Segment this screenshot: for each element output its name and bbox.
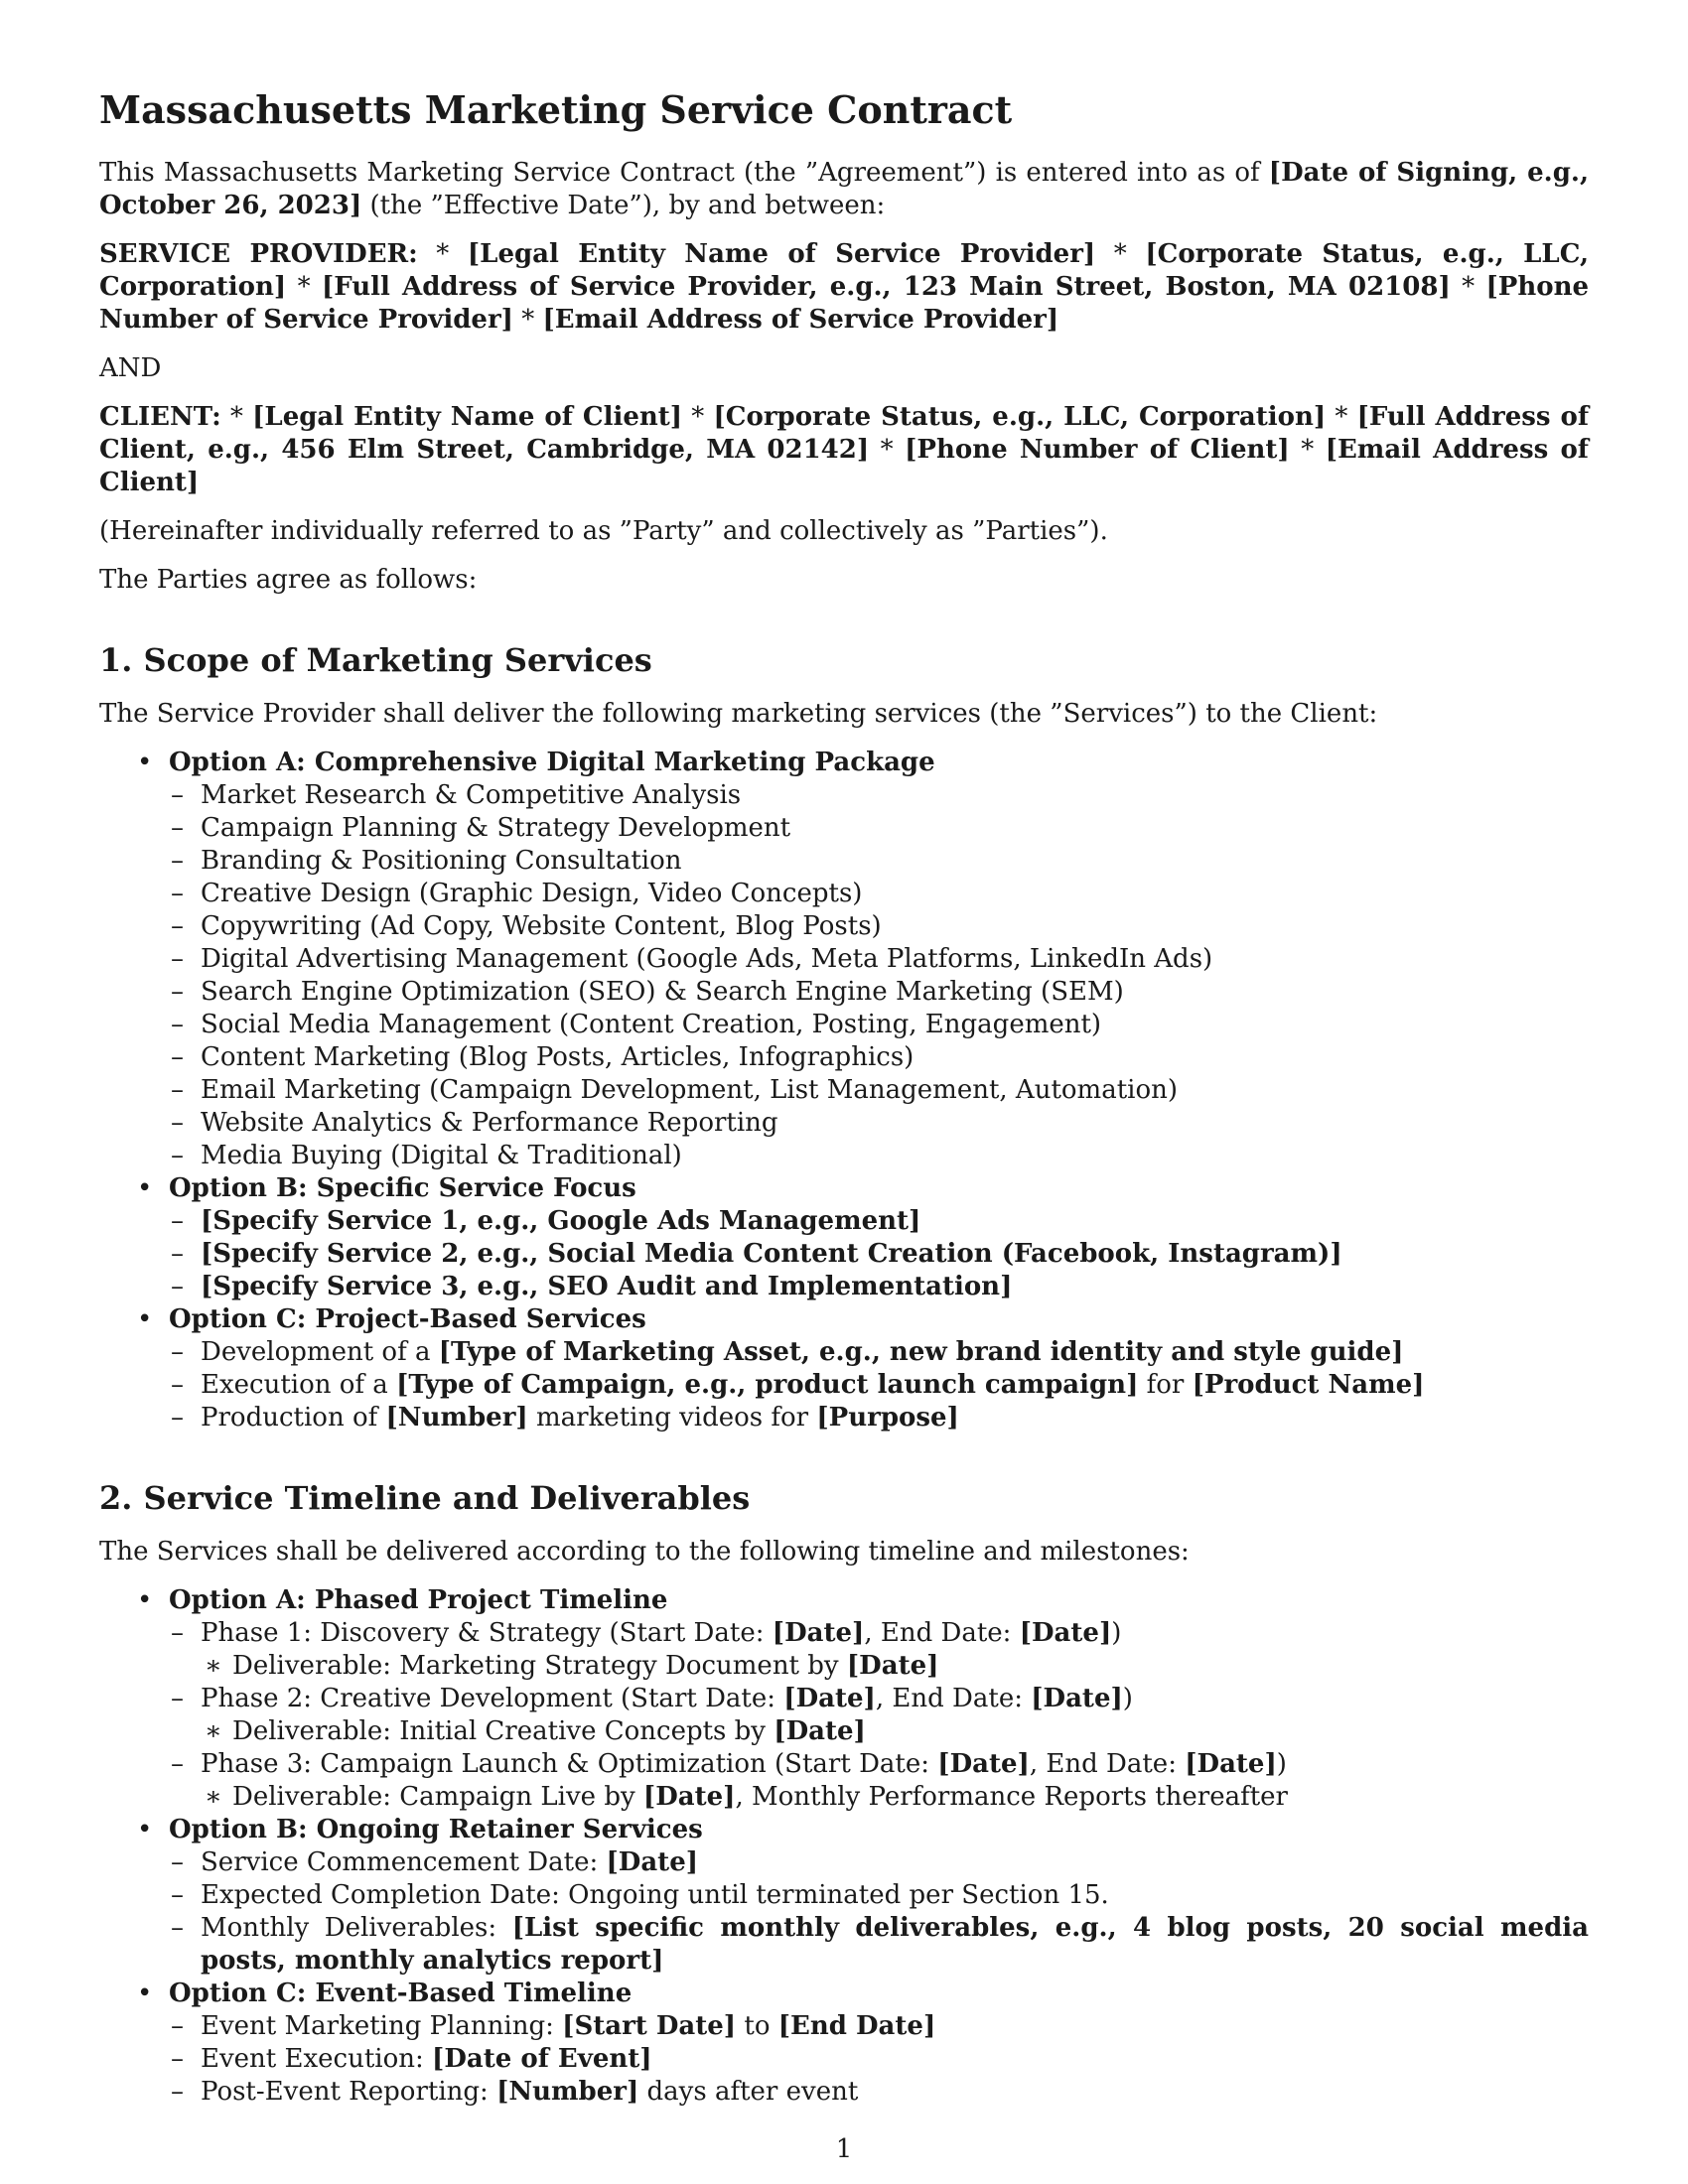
service-provider-block: SERVICE PROVIDER: * [Legal Entity Name of Service Provider] * [Corporate Status, e.g., LLC, Corporation] * [Full Address of Service Provider, e.g., 123 Main Street, Boston, MA 02108] * [Phone Number of Service Provider] * [Email Address of Service Provider]: [99, 239, 1590, 335]
list-item: – Service Commencement Date: [Date]: [169, 1846, 1589, 1879]
document-title: Massachusetts Marketing Service Contract: [99, 87, 1013, 132]
list-item: – Media Buying (Digital & Traditional): [169, 1140, 1589, 1172]
list-item: – Development of a [Type of Marketing Asset, e.g., new brand identity and style guide]: [169, 1336, 1589, 1369]
deliverable-item: ∗ Deliverable: Marketing Strategy Document by [Date]: [201, 1650, 1589, 1683]
option-a-item: [99, 1584, 1589, 1814]
option-c-services: [169, 1336, 1589, 1434]
option-label: Option B: Specific Service Focus: [169, 1173, 636, 1203]
phase-list: [169, 1617, 1589, 1814]
service-provider-label: SERVICE PROVIDER:: [99, 239, 418, 269]
option-b-item: [99, 1814, 1589, 1978]
phase-item: – Phase 1: Discovery & Strategy (Start Date: [Date], End Date: [Date]) ∗ Deliverable: Marketing Strategy Document by [Date]: [169, 1617, 1589, 1683]
retainer-list: [169, 1846, 1589, 1978]
list-item: – Copywriting (Ad Copy, Website Content, Blog Posts): [169, 910, 1589, 943]
section-1-heading: 1. Scope of Marketing Services: [99, 641, 652, 679]
phase-item: – Phase 3: Campaign Launch & Optimization (Start Date: [Date], End Date: [Date]) ∗ Deliverable: Campaign Live by [Date], Monthly Performance Reports thereafter: [169, 1748, 1589, 1814]
deliverable-list: [201, 1715, 1589, 1748]
list-item: – Branding & Positioning Consultation: [169, 845, 1589, 878]
list-item: – Execution of a [Type of Campaign, e.g., product launch campaign] for [Product Name]: [169, 1369, 1589, 1402]
list-item: – Campaign Planning & Strategy Development: [169, 812, 1589, 845]
event-list: [169, 2010, 1589, 2109]
list-item: – Website Analytics & Performance Reporting: [169, 1107, 1589, 1140]
list-item: – Production of [Number] marketing videos for [Purpose]: [169, 1402, 1589, 1434]
intro-paragraph: This Massachusetts Marketing Service Contract (the ”Agreement”) is entered into as of [Date of Signing, e.g., October 26, 2023] (the ”Effective Date”), by and between:: [99, 158, 1590, 220]
option-label: Option C: Project-Based Services: [169, 1304, 646, 1334]
phase-item: – Phase 2: Creative Development (Start Date: [Date], End Date: [Date]) ∗ Deliverable: Initial Creative Concepts by [Date]: [169, 1683, 1589, 1748]
section-2-heading: 2. Service Timeline and Deliverables: [99, 1479, 751, 1517]
section-2-options: [99, 1584, 1589, 2109]
agree-paragraph: The Parties agree as follows:: [99, 565, 478, 595]
client-block: CLIENT: * [Legal Entity Name of Client] * [Corporate Status, e.g., LLC, Corporation] * [Full Address of Client, e.g., 456 Elm Street, Cambridge, MA 02142] * [Phone Number of Client] * [Email Address of Client]: [99, 402, 1590, 497]
list-item: – Creative Design (Graphic Design, Video Concepts): [169, 878, 1589, 910]
option-b-item: [99, 1172, 1589, 1303]
option-label: Option C: Event-Based Timeline: [169, 1979, 633, 2008]
list-item: – [Specify Service 3, e.g., SEO Audit and Implementation]: [169, 1271, 1589, 1303]
list-item: – Monthly Deliverables: [List specific monthly deliverables, e.g., 4 blog posts, 20 social media posts, monthly analytics report]: [169, 1912, 1589, 1978]
list-item: – Social Media Management (Content Creation, Posting, Engagement): [169, 1009, 1589, 1041]
and-separator: AND: [99, 353, 162, 383]
deliverable-list: [201, 1650, 1589, 1683]
list-item: – Market Research & Competitive Analysis: [169, 779, 1589, 812]
list-item: – Email Marketing (Campaign Development, List Management, Automation): [169, 1074, 1589, 1107]
deliverable-item: ∗ Deliverable: Initial Creative Concepts by [Date]: [201, 1715, 1589, 1748]
option-c-item: [99, 1303, 1589, 1434]
option-c-item: [99, 1978, 1589, 2109]
list-item: – Content Marketing (Blog Posts, Articles, Infographics): [169, 1041, 1589, 1074]
option-label: Option B: Ongoing Retainer Services: [169, 1815, 703, 1844]
page-number: 1: [835, 2134, 853, 2164]
list-item: – Post-Event Reporting: [Number] days after event: [169, 2076, 1589, 2109]
option-a-services: [169, 779, 1589, 1172]
list-item: – [Specify Service 2, e.g., Social Media Content Creation (Facebook, Instagram)]: [169, 1238, 1589, 1271]
deliverable-list: [201, 1781, 1589, 1814]
list-item: – [Specify Service 1, e.g., Google Ads Management]: [169, 1205, 1589, 1238]
option-b-services: [169, 1205, 1589, 1303]
client-label: CLIENT:: [99, 402, 221, 432]
section-2-lead: The Services shall be delivered according to the following timeline and milestones:: [99, 1537, 1190, 1567]
option-a-item: [99, 747, 1589, 1172]
list-item: – Expected Completion Date: Ongoing until terminated per Section 15.: [169, 1879, 1589, 1912]
list-item: – Event Execution: [Date of Event]: [169, 2043, 1589, 2076]
list-item: – Search Engine Optimization (SEO) & Search Engine Marketing (SEM): [169, 976, 1589, 1009]
option-label: Option A: Comprehensive Digital Marketing Package: [169, 748, 935, 777]
list-item: – Digital Advertising Management (Google Ads, Meta Platforms, LinkedIn Ads): [169, 943, 1589, 976]
document-page: [99, 87, 1589, 2109]
list-item: – Event Marketing Planning: [Start Date] to [End Date]: [169, 2010, 1589, 2043]
section-1-lead: The Service Provider shall deliver the following marketing services (the ”Services”) to the Client:: [99, 699, 1378, 729]
section-1-options: [99, 747, 1589, 1434]
deliverable-item: ∗ Deliverable: Campaign Live by [Date], Monthly Performance Reports thereafter: [201, 1781, 1589, 1814]
option-label: Option A: Phased Project Timeline: [169, 1585, 668, 1615]
hereinafter-paragraph: (Hereinafter individually referred to as ”Party” and collectively as ”Parties”).: [99, 516, 1108, 546]
